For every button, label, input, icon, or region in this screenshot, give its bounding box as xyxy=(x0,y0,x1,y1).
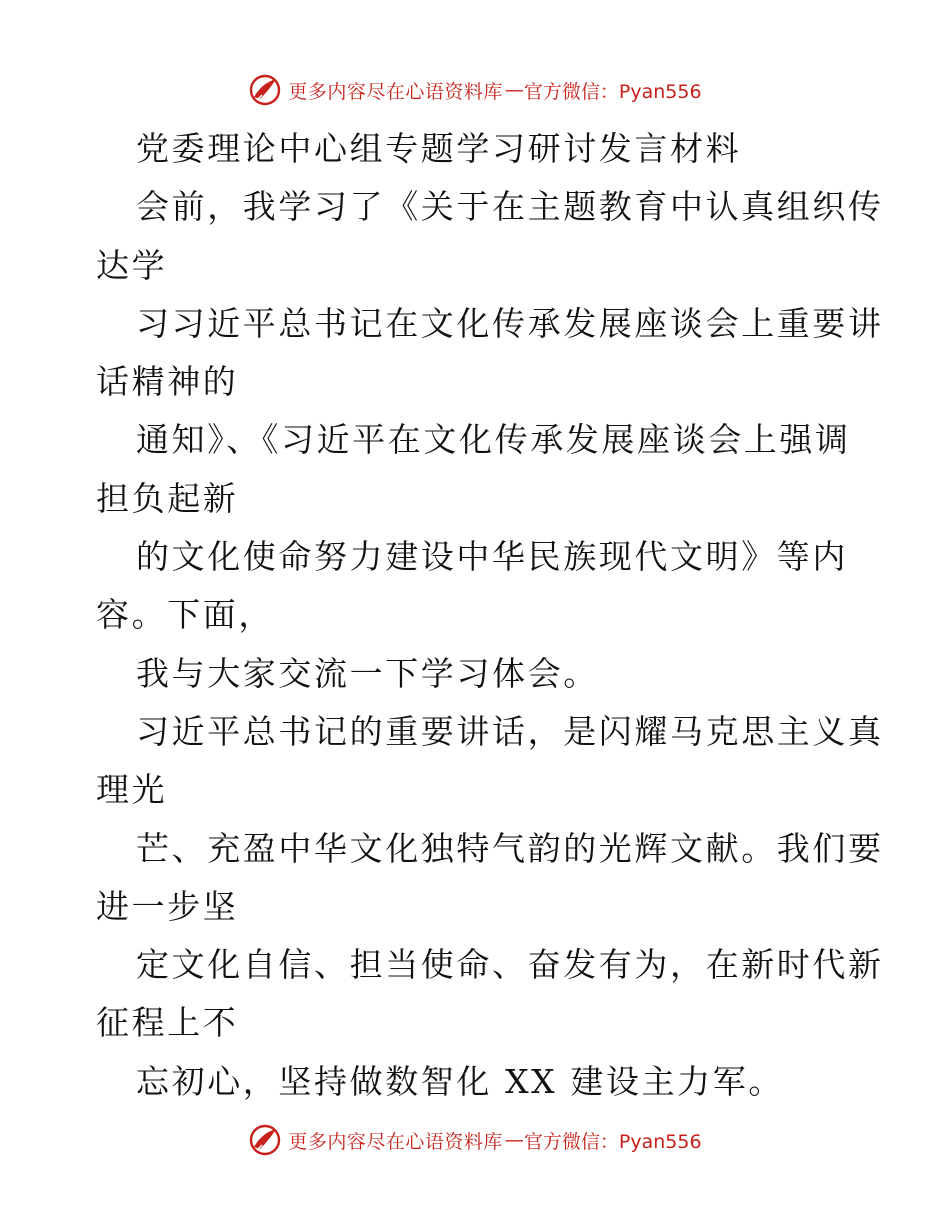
pen-nib-logo-icon xyxy=(248,1123,282,1157)
paragraph-line: 话精神的 xyxy=(96,362,239,402)
paragraph-line: 进一步坚 xyxy=(96,886,239,926)
pen-nib-logo-icon xyxy=(248,73,282,107)
watermark-brand-text: 更多内容尽在心语资料库 xyxy=(288,1130,503,1153)
watermark-brand-text: 更多内容尽在心语资料库 xyxy=(288,80,503,103)
paragraph-line: 通知》、《习近平在文化传承发展座谈会上强调 xyxy=(136,420,851,460)
paragraph-line: 忘初心，坚持做数智化 XX 建设主力军。 xyxy=(136,1061,784,1101)
watermark-wechat-text: 官方微信：Pyan556 xyxy=(523,80,702,103)
paragraph-line: 的文化使命努力建设中华民族现代文明》等内 xyxy=(136,537,848,577)
paragraph-line: 我与大家交流一下学习体会。 xyxy=(136,653,599,693)
paragraph-line: 理光 xyxy=(96,770,168,810)
paragraph-line: 担负起新 xyxy=(96,478,239,518)
paragraph-line: 会前，我学习了《关于在主题教育中认真组织传 xyxy=(136,187,884,227)
paragraph-line: 达学 xyxy=(96,245,168,285)
watermark-wechat-text: 官方微信：Pyan556 xyxy=(523,1130,702,1153)
watermark-separator: — xyxy=(504,79,522,101)
paragraph-line: 习习近平总书记在文化传承发展座谈会上重要讲 xyxy=(136,303,884,343)
watermark-footer xyxy=(0,1120,950,1160)
watermark-separator: — xyxy=(504,1129,522,1151)
paragraph-line: 容。下面， xyxy=(96,595,274,635)
watermark-header xyxy=(0,70,950,110)
paragraph-line: 习近平总书记的重要讲话，是闪耀马克思主义真 xyxy=(136,711,884,751)
paragraph-line: 芒、充盈中华文化独特气韵的光辉文献。我们要 xyxy=(136,828,884,868)
document-title: 党委理论中心组专题学习研讨发言材料 xyxy=(136,129,742,168)
paragraph-line: 征程上不 xyxy=(96,1003,239,1043)
document-body xyxy=(96,120,884,1111)
paragraph-line: 定文化自信、担当使命、奋发有为，在新时代新 xyxy=(136,945,884,985)
